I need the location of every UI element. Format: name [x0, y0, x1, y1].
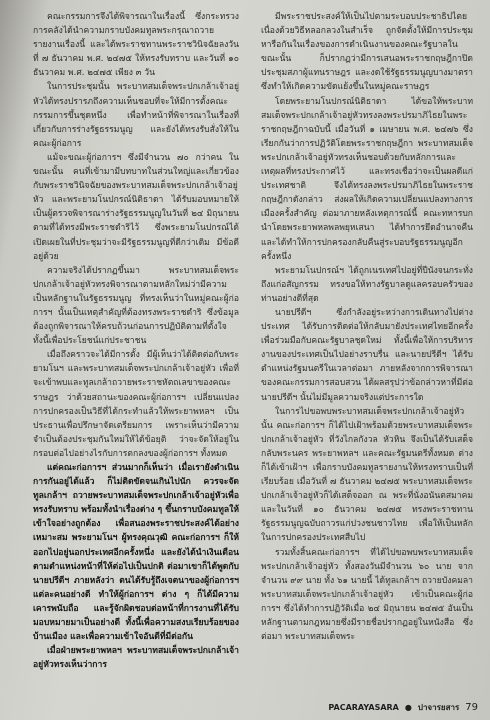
paragraph: มีพระราชประสงค์ให้เป็นไปตามระบอบประชาธิปไตย เนื่องด้วยวิธีหลอกลวงในสำเร็จ ถูกจัดตั้งให้มีการประชุมหารือกันในเรื่องของการดำเนินงานของคณะรัฐบาลในขณะนั้น ก็ปรากฏว่ามีการเสนอพระราชกฤษฎีกาปิดประชุมสภาผู้แทนราษฎร และงดใช้รัฐธรรมนูญบางมาตรา ซึ่งทำให้เกิดความขัดแย้งขึ้นในหมู่คณะราษฎร: [261, 12, 473, 93]
paragraph: แม้จะขณะผู้ก่อการฯ ซึ่งมีจำนวน ๗๐ กว่าคน ในขณะนั้น คนที่เข้ามามีบทบาทในส่วนใหญ่และเกี่ยวข้องกับพระราชวินิจฉัยของพระบาทสมเด็จพระปกเกล้าเจ้าอยู่หัว และพระยามโนปกรณ์นิติธาดา ได้รับมอบหมายให้เป็นผู้ตรวจพิจารณาร่างรัฐธรรมนูญในวันที่ ๒๔ มิถุนายน ตามที่ได้ทรงมีพระราชดำริไว้ ซึ่งพระยามโนปกรณ์ได้เปิดเผยในที่ประชุมว่าจะมีรัฐธรรมนูญที่ดีกว่าเดิม มีข้อดีอยู่ด้วย: [33, 152, 239, 262]
text-column-right: [261, 10, 473, 680]
paragraph: พระยามโนปกรณ์ฯ ได้ถูกเนรเทศไปอยู่ที่ปีนังจนกระทั่งถึงแก่อสัญกรรม ทรงขอให้ทางรัฐบาลดูแลครอบครัวของท่านอย่างดีที่สุด: [261, 265, 473, 304]
paragraph: แต่คณะก่อการฯ ส่วนมากก็เห็นว่า เมื่อเรายังดำเนินการกันอยู่ได้แล้ว ก็ไม่ติดขัดจนเกินไปนัก ควรจะจัดทูลเกล้าฯ ถวายพระบาทสมเด็จพระปกเกล้าเจ้าอยู่หัวเพื่อทรงรับทราบ พร้อมทั้งนำเรื่องต่าง ๆ ขึ้นกราบบังคมทูลให้เข้าใจอย่างถูกต้อง เพื่อสนองพระราชประสงค์ได้อย่างเหมาะสม พระยามโนฯ ผู้ทรงคุณวุฒิ คณะก่อการฯ ก็ให้ออกไปอยู่นอกประเทศอีกครั้งหนึ่ง และยังได้นำเงินเดือนตามตำแหน่งหน้าที่ให้ต่อไปเป็นปกติ ต่อมาเขาก็ได้พูดกับนายปรีดีฯ ภายหลังว่า ตนได้รับรู้ถึงเจตนาของผู้ก่อการฯ แต่ละคนอย่างดี ทำให้ผู้ก่อการฯ ต่าง ๆ ก็ได้มีความเคารพนับถือ และรู้จักผิดชอบต่อหน้าที่การงานที่ได้รับมอบหมายมาเป็นอย่างดี ทั้งนี้เพื่อความสงบเรียบร้อยของบ้านเมือง และเพื่อความเข้าใจอันดีที่มีต่อกัน: [33, 463, 239, 643]
paragraph: เมื่อถึงคราวจะได้มีการตั้ง มีผู้เห็นว่าได้ติดต่อกับพระยามโนฯ และพระบาทสมเด็จพระปกเกล้าเจ้าอยู่หัว เพื่อที่จะเข้าพบและทูลเกล้าถวายพระราชหัตถเลขาของคณะราษฎร ว่าด้วยสถานะของคณะผู้ก่อการฯ เปลี่ยนแปลงการปกครองเป็นวิธีที่ได้กระทำแล้วให้พระยาพหลฯ เป็นประธานเพื่อปรึกษาจัดเตรียมการ เพราะเห็นว่ามีความจำเป็นต้องประชุมกันใหม่ให้ได้ข้อยุติ ว่าจะจัดให้อยู่ในกรอบต่อไปอย่างไรกับการตกลงของผู้ก่อการฯ ทั้งหมด: [33, 350, 239, 459]
magazine-name: PACARAYASARA: [328, 702, 399, 712]
paragraph: โดยพระยามโนปกรณ์นิติธาดา ได้ขอให้พระบาทสมเด็จพระปกเกล้าเจ้าอยู่หัวทรงลงพระปรมาภิไธยในพระราชกฤษฎีกาฉบับนี้ เมื่อวันที่ ๑ เมษายน พ.ศ. ๒๔๗๖ ซึ่งเรียกกันว่าการปฏิวัติโดยพระราชกฤษฎีกา พระบาทสมเด็จพระปกเกล้าเจ้าอยู่หัวทรงเห็นชอบด้วยกับหลักการและเหตุผลที่ทรงประกาศไว้ และทรงเชื่อว่าจะเป็นผลดีแก่ประเทศชาติ จึงได้ทรงลงพระปรมาภิไธยในพระราชกฤษฎีกาดังกล่าว ส่งผลให้เกิดความเปลี่ยนแปลงทางการเมืองครั้งสำคัญ ต่อมาภายหลังเหตุการณ์นี้ คณะทหารบกนำโดยพระยาพหลพลพยุหเสนา ได้ทำการยึดอำนาจคืน และได้ทำให้การปกครองกลับคืนสู่ระบอบรัฐธรรมนูญอีกครั้งหนึ่ง: [261, 96, 473, 262]
paragraph: ในการประชุมนั้น พระบาทสมเด็จพระปกเกล้าเจ้าอยู่หัวได้ทรงปรารภถึงความเห็นชอบที่จะให้มีการตั้งคณะกรรมการขึ้นชุดหนึ่ง เพื่อทำหน้าที่พิจารณาในเรื่องที่เกี่ยวกับการร่างรัฐธรรมนูญ และยังได้ทรงรับสั่งให้ในคณะผู้ก่อการ: [33, 82, 239, 149]
page-footer: [330, 700, 478, 714]
magazine-name-thai: ปาจารยสาร: [417, 702, 460, 712]
paragraph: ความจริงได้ปรากฏขึ้นมา พระบาทสมเด็จพระปกเกล้าเจ้าอยู่หัวทรงพิจารณาตามหลักใหม่ว่ามีความเป็นหลักฐานในรัฐธรรมนูญ ที่ทรงเห็นว่าในหมู่คณะผู้ก่อการฯ นั้นเป็นเหตุสำคัญที่ต้องทรงพระราชดำริ ซึ่งข้อมูลต้องถูกพิจารณาให้ครบถ้วนก่อนการปฏิบัติตามที่ตั้งใจ ทั้งนี้เพื่อประโยชน์แก่ประชาชน: [33, 265, 239, 347]
text-column-left: [33, 10, 239, 680]
page-number: 79: [465, 701, 478, 713]
paragraph: รวมทั้งสิ้นคณะก่อการฯ ที่ได้ไปขอพบพระบาทสมเด็จพระปกเกล้าเจ้าอยู่หัว ทั้งสองวันมีจำนวน ๖๐ นาย จากจำนวน ๙๙ นาย ทั้ง ๖๑ นายนี้ ได้ทูลเกล้าฯ ถวายบังคมลาพระบาทสมเด็จพระปกเกล้าเจ้าอยู่หัว เข้าเป็นคณะผู้ก่อการฯ ซึ่งได้ทำการปฏิวัติเมื่อ ๒๔ มิถุนายน ๒๔๗๕ อันเป็นหลักฐานตามกฎหมายซึ่งมีรายชื่อปรากฏอยู่ในหนังสือ ซึ่งต่อมา พระบาทสมเด็จพระ: [261, 547, 473, 643]
paragraph: คณะกรรมการจึงได้พิจารณาในเรื่องนี้ ซึ่งกระทรวงการคลังได้นำความกราบบังคมทูลพระกรุณาถวายรายงานเรื่องนี้ และได้พระราชทานพระราชวินิจฉัยลงวันที่ ๗ ธันวาคม พ.ศ. ๒๔๗๕ ให้ทรงรับทราบ และวันที่ ๑๐ ธันวาคม พ.ศ. ๒๔๗๕ เพียง ๓ วัน: [33, 12, 239, 79]
paragraph: นายปรีดีฯ ซึ่งกำลังอยู่ระหว่างการเดินทางไปต่างประเทศ ได้รับการติดต่อให้กลับมายังประเทศไทยอีกครั้ง เพื่อร่วมมือกับคณะรัฐบาลชุดใหม่ ทั้งนี้เพื่อให้การบริหารงานของประเทศเป็นไปอย่างราบรื่น และนายปรีดีฯ ได้รับตำแหน่งรัฐมนตรีในเวลาต่อมา ภายหลังจากการพิจารณาของคณะกรรมการสอบสวน ได้ผลสรุปว่าข้อกล่าวหาที่มีต่อนายปรีดีฯ นั้นไม่มีมูลความจริงแต่ประการใด: [261, 307, 473, 403]
separator-dot: ●: [404, 702, 412, 712]
paragraph: เมื่อฝ่ายพระยาพหลฯ พระบาทสมเด็จพระปกเกล้าเจ้าอยู่หัวทรงเห็นว่าการ: [33, 646, 239, 671]
paragraph: ในการไปขอพบพระบาทสมเด็จพระปกเกล้าเจ้าอยู่หัว นั้น คณะก่อการฯ ก็ได้ไปเฝ้าพร้อมด้วยพระบาทสมเด็จพระปกเกล้าเจ้าอยู่หัว ที่วังไกลกังวล หัวหิน จึงเป็นได้รับเสด็จกลับพระนคร พระยาพหลฯ และคณะรัฐมนตรีทั้งหมด ต่างก็ได้เข้าเฝ้าฯ เพื่อกราบบังคมทูลรายงานให้ทรงทราบเป็นที่เรียบร้อย เมื่อวันที่ ๗ ธันวาคม ๒๔๗๕ พระบาทสมเด็จพระปกเกล้าเจ้าอยู่หัวก็ได้เสด็จออก ณ พระที่นั่งอนันตสมาคม และในวันที่ ๑๐ ธันวาคม ๒๔๗๕ ทรงพระราชทานรัฐธรรมนูญฉบับถาวรแก่ปวงชนชาวไทย เพื่อให้เป็นหลักในการปกครองประเทศสืบไป: [261, 406, 473, 544]
